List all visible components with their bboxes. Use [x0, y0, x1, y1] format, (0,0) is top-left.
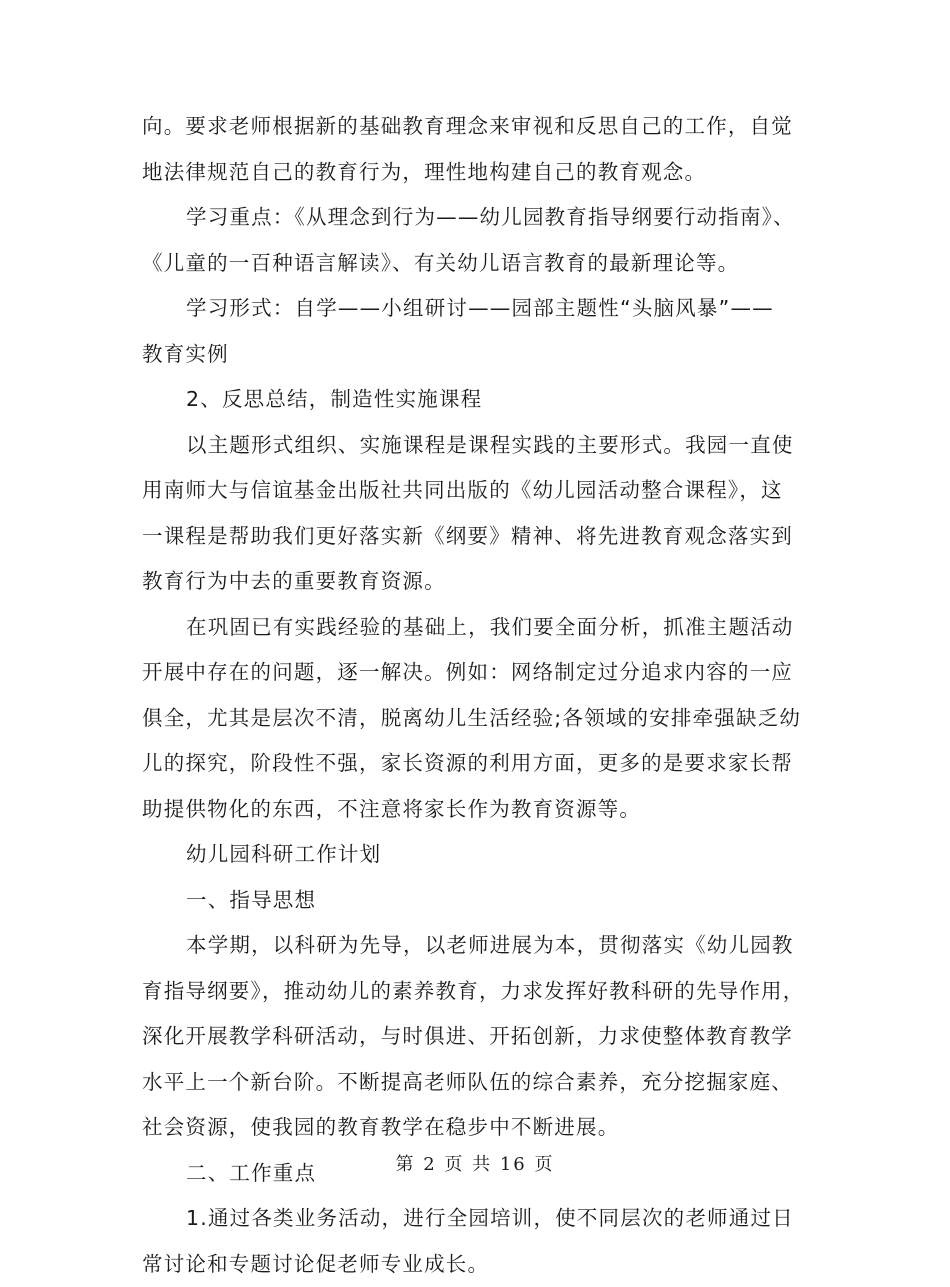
- text-line: 地法律规范自己的教育行为，理性地构建自己的教育观念。: [142, 150, 812, 196]
- text-line: 在巩固已有实践经验的基础上，我们要全面分析，抓准主题活动: [142, 605, 812, 651]
- page-number: 第 2 页 共 16 页: [0, 1150, 950, 1176]
- text-line: 以主题形式组织、实施课程是课程实践的主要形式。我园一直使: [142, 423, 812, 469]
- section-heading: 二、工作重点: [142, 1151, 812, 1197]
- document-body: [142, 104, 812, 1287]
- text-line: 一课程是帮助我们更好落实新《纲要》精神、将先进教育观念落实到: [142, 514, 812, 560]
- text-line: 深化开展教学科研活动，与时俱进、开拓创新，力求使整体教育教学: [142, 1014, 812, 1060]
- text-line: 《儿童的一百种语言解读》、有关幼儿语言教育的最新理论等。: [142, 241, 812, 287]
- text-line: 水平上一个新台阶。不断提高老师队伍的综合素养，充分挖掘家庭、: [142, 1060, 812, 1106]
- text-line: 教育行为中去的重要教育资源。: [142, 559, 812, 605]
- text-line: 教育实例: [142, 332, 812, 378]
- document-title: 幼儿园科研工作计划: [142, 832, 812, 878]
- text-line: 向。要求老师根据新的基础教育理念来审视和反思自己的工作，自觉: [142, 104, 812, 150]
- text-line: 常讨论和专题讨论促老师专业成长。: [142, 1242, 812, 1287]
- text-line: 开展中存在的问题，逐一解决。例如：网络制定过分追求内容的一应: [142, 650, 812, 696]
- text-line: 学习重点：《从理念到行为——幼儿园教育指导纲要行动指南》、: [142, 195, 812, 241]
- text-line: 学习形式：自学——小组研讨——园部主题性“头脑风暴”——: [142, 286, 812, 332]
- section-heading: 2、反思总结，制造性实施课程: [142, 377, 812, 423]
- text-line: 俱全，尤其是层次不清，脱离幼儿生活经验;各领域的安排牵强缺乏幼: [142, 696, 812, 742]
- text-line: 本学期，以科研为先导，以老师进展为本，贯彻落实《幼儿园教: [142, 923, 812, 969]
- section-heading: 一、指导思想: [142, 878, 812, 924]
- text-line: 用南师大与信谊基金出版社共同出版的《幼儿园活动整合课程》，这: [142, 468, 812, 514]
- text-line: 育指导纲要》，推动幼儿的素养教育，力求发挥好教科研的先导作用，: [142, 969, 812, 1015]
- text-line: 儿的探究，阶段性不强，家长资源的利用方面，更多的是要求家长帮: [142, 741, 812, 787]
- text-line: 社会资源，使我园的教育教学在稳步中不断进展。: [142, 1105, 812, 1151]
- text-line: 助提供物化的东西，不注意将家长作为教育资源等。: [142, 787, 812, 833]
- text-line: 1.通过各类业务活动，进行全园培训，使不同层次的老师通过日: [142, 1196, 812, 1242]
